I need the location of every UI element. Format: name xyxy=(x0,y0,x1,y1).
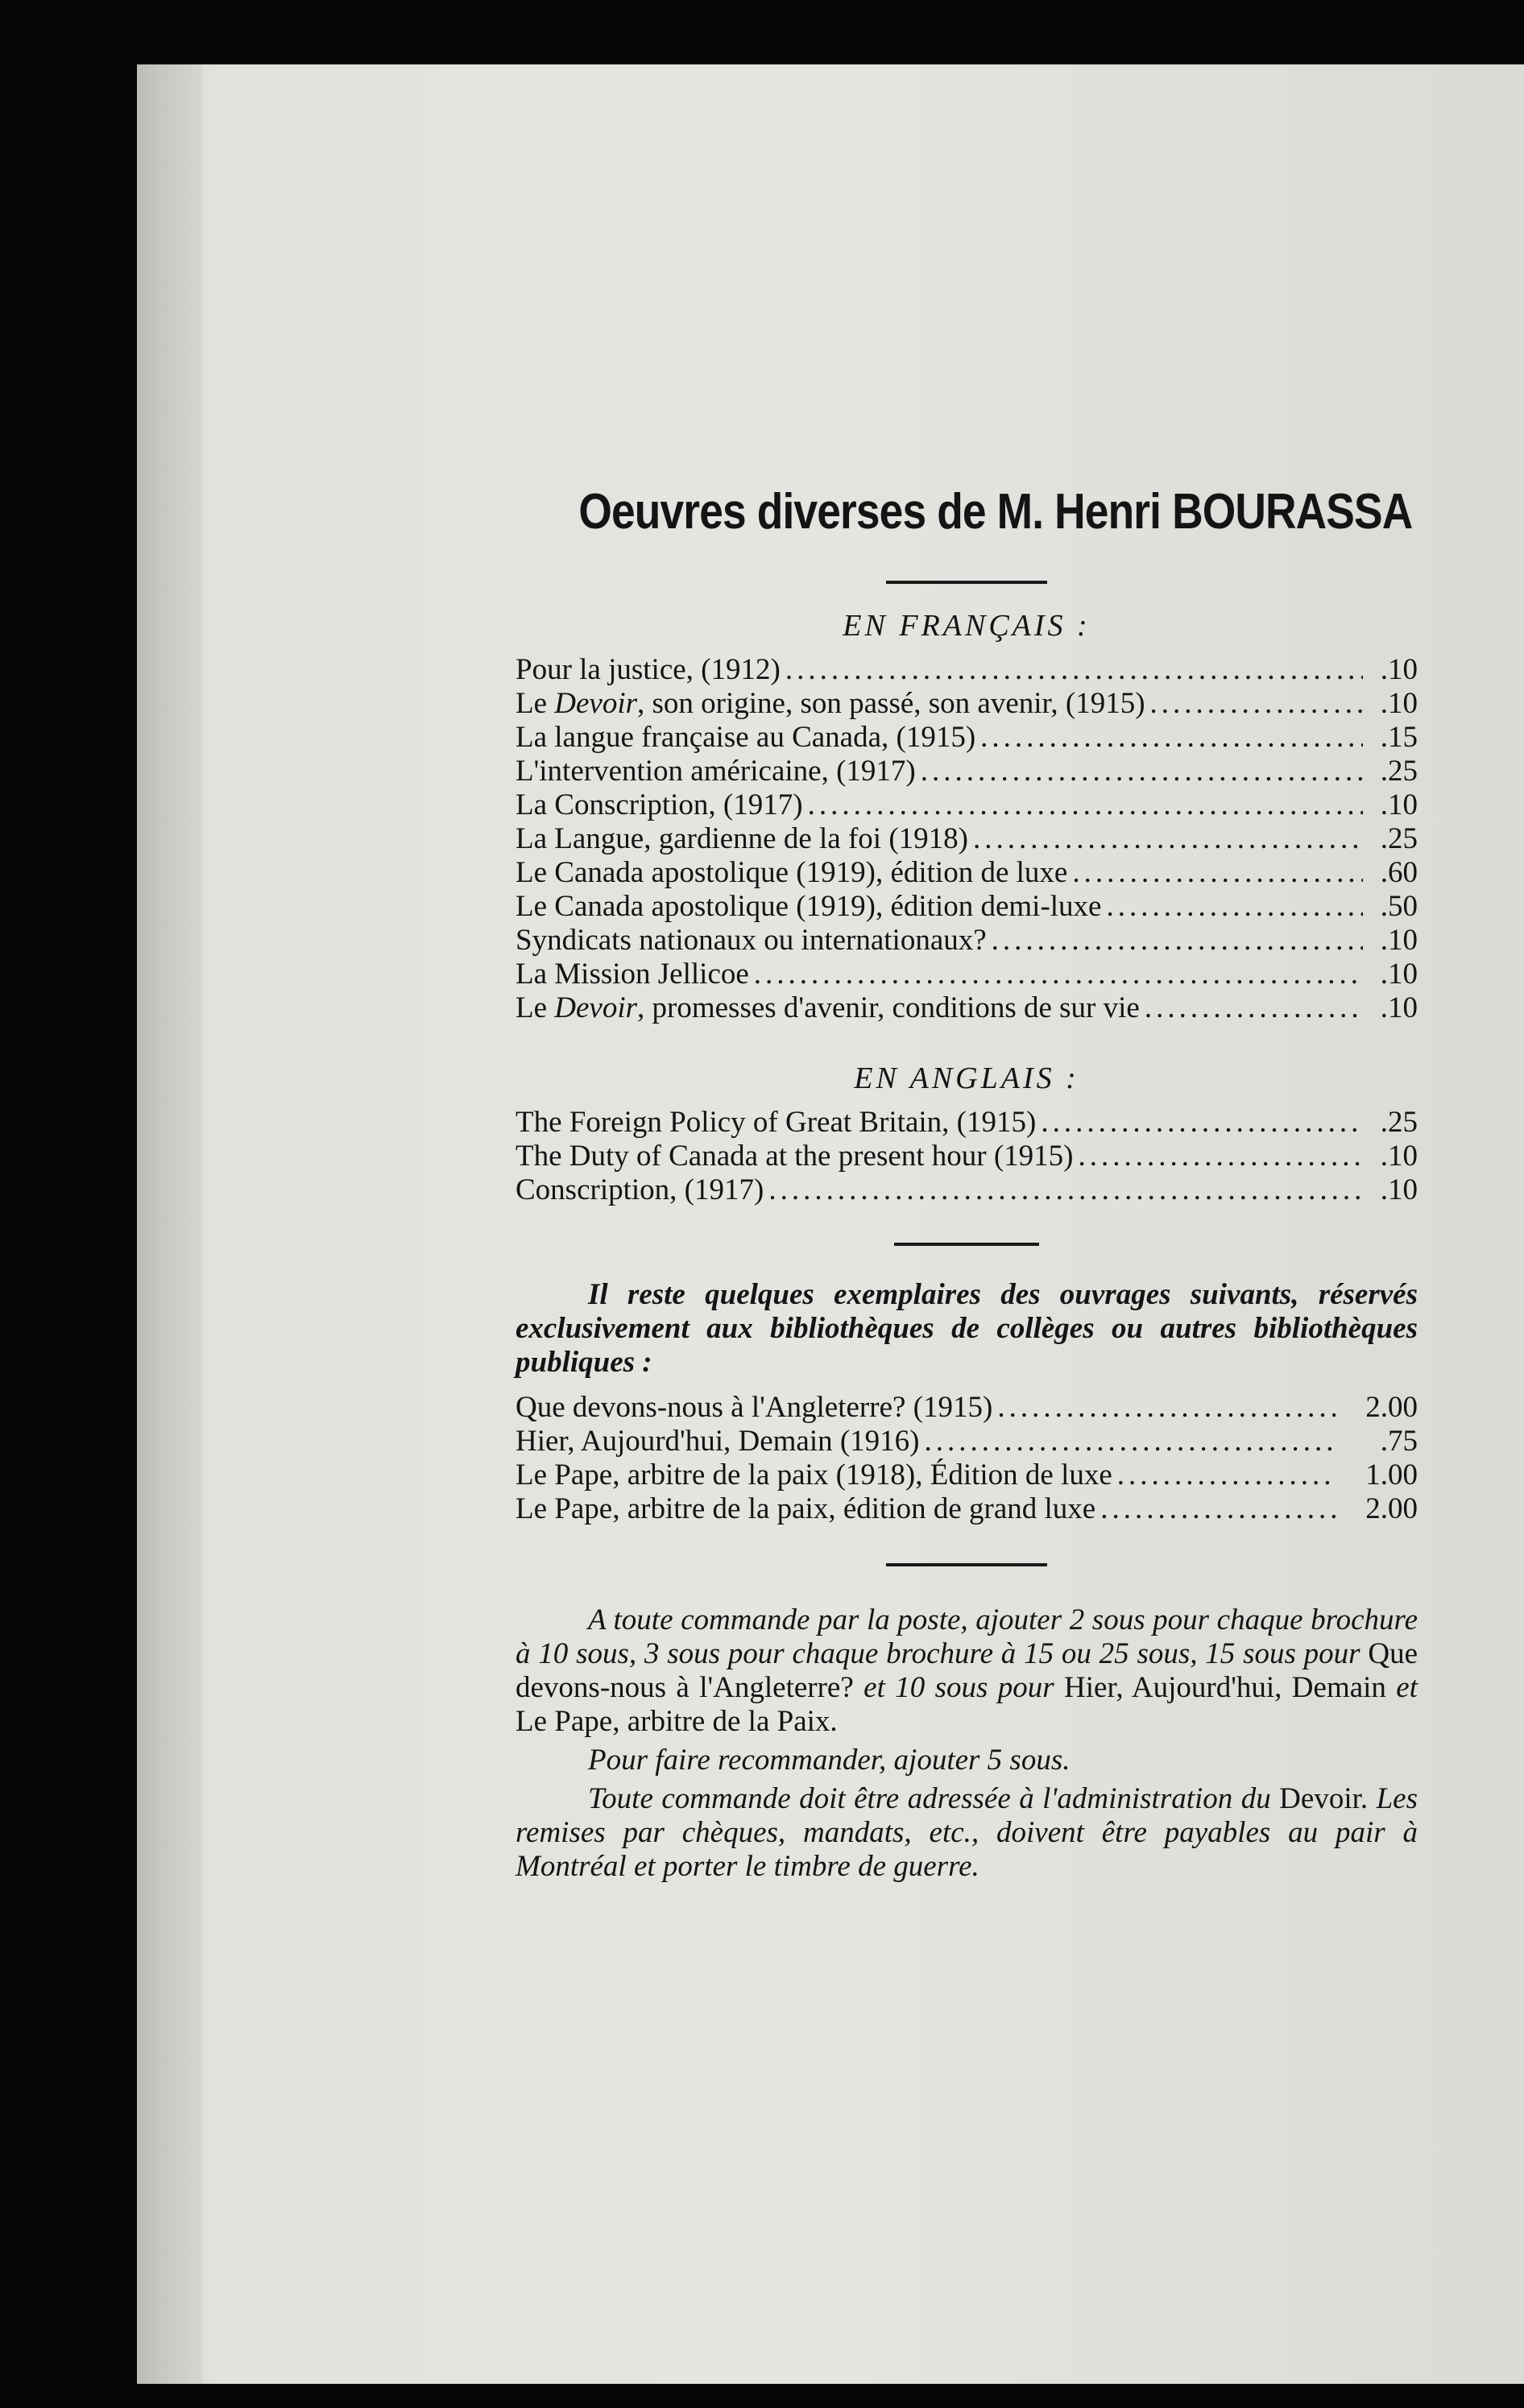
registration-note: Pour faire recommander, ajouter 5 sous. xyxy=(588,1744,1071,1777)
address-note: Toute commande doit être adressée à l'administration du Devoir. Les remises par chèques, mandats, etc., doivent être payables au pair à Montréal et porter le timbre de guerre. xyxy=(516,1782,1418,1883)
reserved-notice: Il reste quelques exemplaires des ouvrages suivants, réservés exclusivement aux bibliothèques de collèges ou autres bibliothèques publiques : xyxy=(516,1278,1418,1379)
list-item: Le Canada apostolique (1919), édition de luxe ..... .60 xyxy=(516,856,1418,890)
list-item: L'intervention américaine, (1917) ..... .25 xyxy=(516,755,1418,788)
list-item: La Langue, gardienne de la foi (1918) ..... .25 xyxy=(516,822,1418,856)
section-heading-french: EN FRANÇAIS : xyxy=(843,609,1091,643)
list-item: Le Devoir, promesses d'avenir, conditions de sur vie ..... .10 xyxy=(516,991,1418,1025)
english-list xyxy=(516,1106,1418,1207)
ordering-paragraph: A toute commande par la poste, ajouter 2 sous pour chaque brochure à 10 sous, 3 sous pour chaque brochure à 15 ou 25 sous, 15 sous pour Que devons-nous à l'Angleterre? et 10 sous pour Hier, Aujourd'hui, Demain et Le Pape, arbitre de la Paix. xyxy=(516,1603,1418,1738)
list-item: Hier, Aujourd'hui, Demain (1916) ..... .75 xyxy=(516,1425,1418,1458)
list-item: Que devons-nous à l'Angleterre? (1915) ..... 2.00 xyxy=(516,1391,1418,1425)
list-item: Pour la justice, (1912) ..... .10 xyxy=(516,653,1418,687)
page-edge xyxy=(137,64,203,2384)
divider xyxy=(886,1563,1047,1566)
list-item: The Duty of Canada at the present hour (1915) ..... .10 xyxy=(516,1140,1418,1173)
list-item: La Conscription, (1917) ..... .10 xyxy=(516,788,1418,822)
divider xyxy=(886,581,1047,584)
list-item: Le Devoir, son origine, son passé, son avenir, (1915) ..... .10 xyxy=(516,687,1418,721)
list-item: La langue française au Canada, (1915) ..... .15 xyxy=(516,721,1418,755)
list-item: Le Pape, arbitre de la paix (1918), Édition de luxe ..... 1.00 xyxy=(516,1458,1418,1492)
section-heading-english: EN ANGLAIS : xyxy=(854,1061,1079,1095)
reserved-list xyxy=(516,1391,1418,1526)
list-item: Conscription, (1917) ..... .10 xyxy=(516,1173,1418,1207)
divider xyxy=(894,1243,1039,1246)
list-item: The Foreign Policy of Great Britain, (1915) ..... .25 xyxy=(516,1106,1418,1140)
list-item: Le Canada apostolique (1919), édition demi-luxe ..... .50 xyxy=(516,890,1418,924)
french-list xyxy=(516,653,1418,1025)
list-item: Syndicats nationaux ou internationaux? ..... .10 xyxy=(516,924,1418,958)
list-item: Le Pape, arbitre de la paix, édition de grand luxe ..... 2.00 xyxy=(516,1492,1418,1526)
page-title: Oeuvres diverses de M. Henri BOURASSA xyxy=(578,484,1413,540)
list-item: La Mission Jellicoe ..... .10 xyxy=(516,958,1418,991)
catalogue xyxy=(516,483,1418,1889)
